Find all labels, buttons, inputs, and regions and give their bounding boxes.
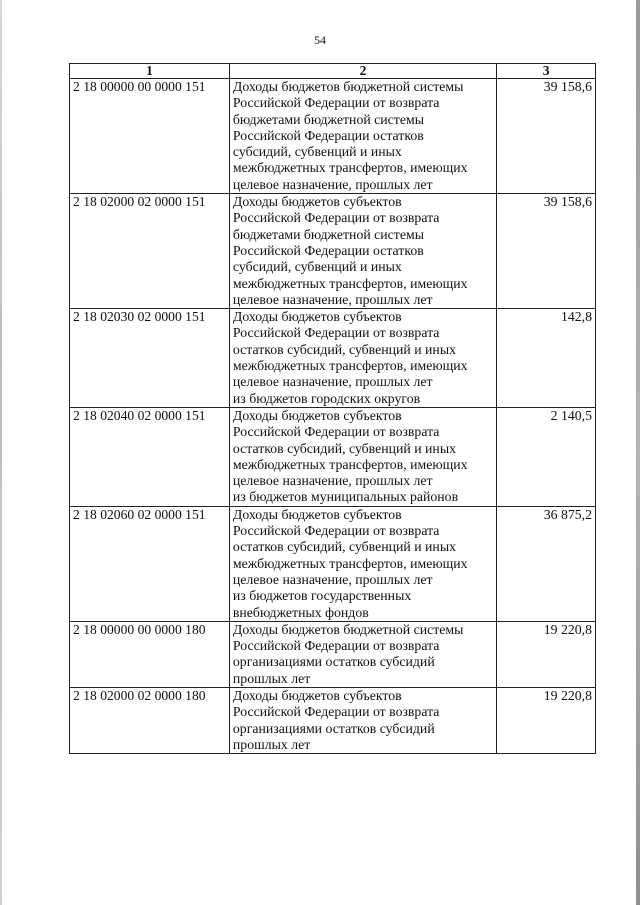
- description-line: Российской Федерации от возврата: [232, 704, 440, 720]
- description-line: Российской Федерации остатков: [232, 242, 424, 258]
- budget-code-cell: 2 18 02000 02 0000 151: [70, 194, 230, 309]
- description-cell: [229, 506, 496, 621]
- budget-code-cell: 2 18 02040 02 0000 151: [70, 407, 230, 506]
- description-line: из бюджетов муниципальных районов: [232, 489, 459, 505]
- description-line: целевое назначение, прошлых лет: [232, 571, 433, 587]
- description-line: целевое назначение, прошлых лет: [232, 176, 433, 192]
- description-line: остатков субсидий, субвенций и иных: [232, 440, 456, 456]
- table-row: [70, 194, 596, 309]
- budget-code-cell: 2 18 02060 02 0000 151: [70, 506, 230, 621]
- description-line: целевое назначение, прошлых лет: [232, 473, 433, 489]
- description-line: Доходы бюджетов бюджетной системы: [232, 79, 464, 94]
- description-cell: [229, 407, 496, 506]
- column-header-code: 1: [70, 64, 230, 79]
- table-row: [70, 621, 596, 687]
- description-line: Доходы бюджетов субъектов: [232, 309, 402, 325]
- budget-code-cell: 2 18 02000 02 0000 180: [70, 687, 230, 753]
- page-number: 54: [314, 33, 326, 47]
- description-line: остатков субсидий, субвенций и иных: [232, 539, 456, 555]
- description-line: Доходы бюджетов субъектов: [232, 687, 402, 703]
- description-line: Российской Федерации от возврата: [232, 424, 440, 440]
- table-row: [70, 79, 596, 194]
- description-line: Доходы бюджетов бюджетной системы: [232, 621, 464, 637]
- description-line: организациями остатков субсидий: [232, 720, 435, 736]
- table-row: [70, 506, 596, 621]
- description-cell: [229, 309, 496, 408]
- scan-edge-right: [636, 0, 640, 905]
- description-line: прошлых лет: [232, 736, 311, 752]
- description-line: целевое назначение, прошлых лет: [232, 374, 433, 390]
- description-line: Доходы бюджетов субъектов: [232, 194, 402, 210]
- description-cell: [229, 687, 496, 753]
- description-line: бюджетами бюджетной системы: [232, 226, 424, 242]
- amount-cell: 39 158,6: [497, 79, 596, 194]
- amount-cell: 39 158,6: [497, 194, 596, 309]
- column-header-amount: 3: [497, 64, 596, 79]
- description-line: из бюджетов государственных: [232, 588, 412, 604]
- description-line: субсидий, субвенций и иных: [232, 259, 402, 275]
- description-line: Доходы бюджетов субъектов: [232, 407, 402, 423]
- description-line: Российской Федерации остатков: [232, 127, 424, 143]
- table-row: [70, 309, 596, 408]
- description-cell: [229, 79, 496, 194]
- description-line: внебюджетных фондов: [232, 604, 369, 620]
- scan-edge-left: [0, 0, 2, 905]
- description-line: прошлых лет: [232, 670, 311, 686]
- description-line: остатков субсидий, субвенций и иных: [232, 341, 456, 357]
- description-line: межбюджетных трансфертов, имеющих: [232, 358, 468, 374]
- amount-cell: 19 220,8: [497, 687, 596, 753]
- description-line: бюджетами бюджетной системы: [232, 111, 424, 127]
- description-line: субсидий, субвенций и иных: [232, 144, 402, 160]
- description-line: межбюджетных трансфертов, имеющих: [232, 275, 468, 291]
- description-cell: [229, 194, 496, 309]
- description-line: Российской Федерации от возврата: [232, 523, 440, 539]
- description-line: межбюджетных трансфертов, имеющих: [232, 555, 468, 571]
- column-header-name: 2: [229, 64, 496, 79]
- amount-cell: 36 875,2: [497, 506, 596, 621]
- description-line: Российской Федерации от возврата: [232, 638, 440, 654]
- description-line: организациями остатков субсидий: [232, 654, 435, 670]
- table-row: [70, 407, 596, 506]
- amount-cell: 19 220,8: [497, 621, 596, 687]
- budget-code-cell: 2 18 02030 02 0000 151: [70, 309, 230, 408]
- description-line: из бюджетов городских округов: [232, 390, 421, 406]
- description-line: межбюджетных трансфертов, имеющих: [232, 160, 468, 176]
- description-line: целевое назначение, прошлых лет: [232, 291, 433, 307]
- description-line: межбюджетных трансфертов, имеющих: [232, 456, 468, 472]
- amount-cell: 2 140,5: [497, 407, 596, 506]
- budget-code-cell: 2 18 00000 00 0000 180: [70, 621, 230, 687]
- description-cell: [229, 621, 496, 687]
- description-line: Доходы бюджетов субъектов: [232, 506, 402, 522]
- table-body: [70, 79, 596, 754]
- budget-code-cell: 2 18 00000 00 0000 151: [70, 79, 230, 194]
- amount-cell: 142,8: [497, 309, 596, 408]
- header-row: [70, 64, 596, 79]
- description-line: Российской Федерации от возврата: [232, 210, 440, 226]
- description-line: Российской Федерации от возврата: [232, 325, 440, 341]
- budget-table: [69, 63, 596, 754]
- description-line: Российской Федерации от возврата: [232, 95, 440, 111]
- table-row: [70, 687, 596, 753]
